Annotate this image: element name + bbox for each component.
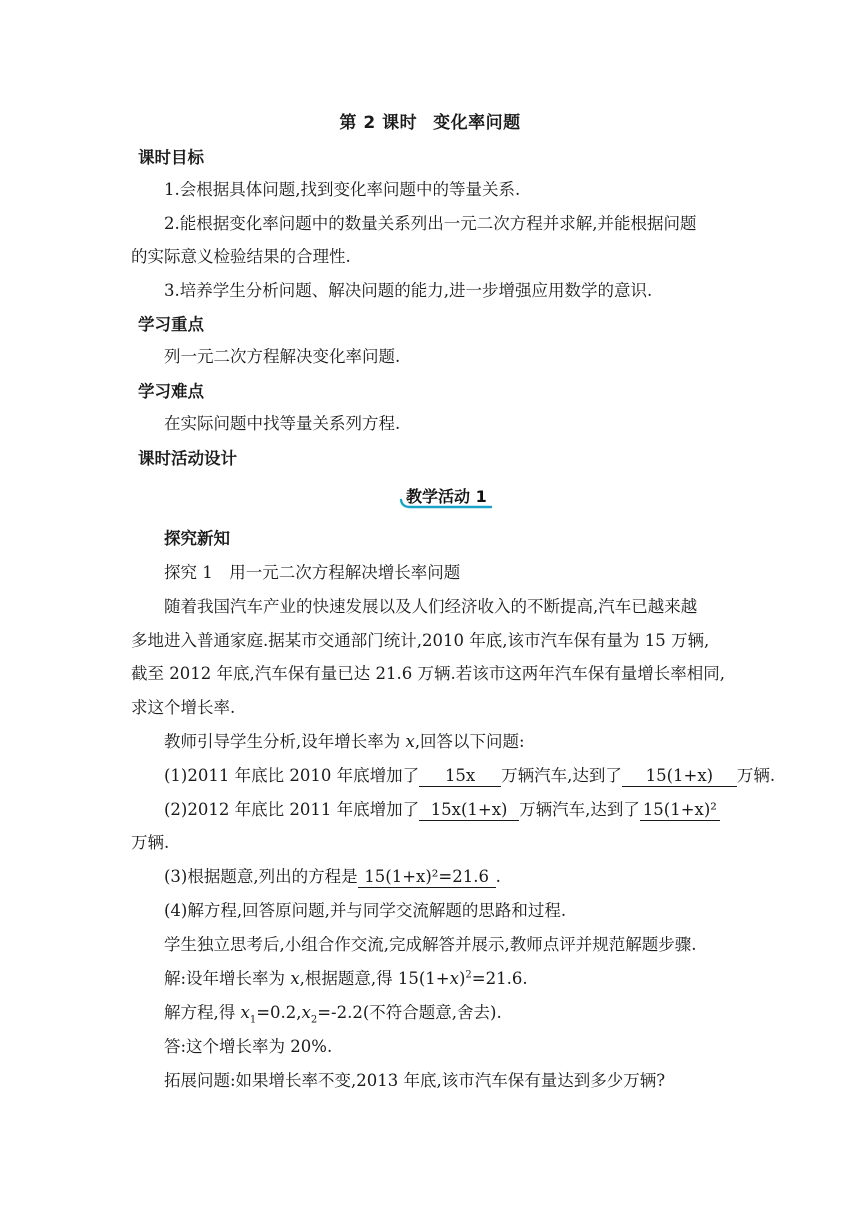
objective-1: 1.会根据具体问题,找到变化率问题中的等量关系. <box>164 180 521 199</box>
page-title <box>0 108 860 133</box>
question-2-tail: 万辆. <box>131 833 170 852</box>
q3-answer: 15(1+x)²=21.6 <box>358 867 496 888</box>
answer-text: 答:这个增长率为 20%. <box>164 1037 333 1056</box>
q1-text-b: 万辆汽车,达到了 <box>501 766 622 785</box>
q2-answer-2: 15(1+x)² <box>640 800 720 821</box>
q1-answer-1: 15x <box>419 766 501 787</box>
solution-text-a: 解:设年增长率为 <box>164 969 291 988</box>
objective-2-line-2: 的实际意义检验结果的合理性. <box>131 247 351 266</box>
question-1 <box>164 764 775 788</box>
objective-3: 3.培养学生分析问题、解决问题的能力,进一步增强应用数学的意识. <box>164 281 653 300</box>
solution-variable-2: x <box>449 969 459 988</box>
key-points-heading: 学习重点 <box>138 315 204 334</box>
problem-line-2: 多地进入普通家庭.据某市交通部门统计,2010 年底,该市汽车保有量为 15 万辆, <box>131 631 710 650</box>
solution-text-d: =21.6. <box>471 969 528 988</box>
problem-line-1: 随着我国汽车产业的快速发展以及人们经济收入的不断提高,汽车已越来越 <box>164 597 698 616</box>
activity-badge-label: 教学活动 1 <box>406 487 487 506</box>
q2-answer-1: 15x(1+x) <box>419 800 519 821</box>
solution-setup: 解:设年增长率为 x,根据题意,得 $15(1+x)^2=21.6$. <box>164 969 528 988</box>
objectives-heading: 课时目标 <box>138 148 204 167</box>
difficulties-heading: 学习难点 <box>138 382 204 401</box>
explore-heading: 探究新知 <box>164 529 230 548</box>
solution-text-b: ,根据题意,得 15(1+ <box>299 969 450 988</box>
q1-text-a: (1)2011 年底比 2010 年底增加了 <box>164 766 420 785</box>
q1-text-c: 万辆. <box>736 766 776 785</box>
q2-text-b: 万辆汽车,达到了 <box>519 800 640 819</box>
guide-suffix: ,回答以下问题: <box>414 732 525 751</box>
explore-1-title: 探究 1 用一元二次方程解决增长率问题 <box>164 563 461 582</box>
q2-text-a: (2)2012 年底比 2011 年底增加了 <box>164 800 420 819</box>
q1-answer-2: 15(1+x) <box>622 766 737 787</box>
lesson-topic: 变化率问题 <box>433 113 521 133</box>
student-activity: 学生独立思考后,小组合作交流,完成解答并展示,教师点评并规范解题步骤. <box>164 935 697 954</box>
question-3 <box>164 865 501 889</box>
difficulties-text: 在实际问题中找等量关系列方程. <box>164 414 401 433</box>
solution-variable: x <box>290 969 300 988</box>
solve-text-b: =0.2, <box>256 1003 302 1022</box>
activity-design-heading: 课时活动设计 <box>138 449 237 468</box>
lesson-number: 第 2 课时 <box>339 113 418 133</box>
objective-2-line-1: 2.能根据变化率问题中的数量关系列出一元二次方程并求解,并能根据问题 <box>164 214 697 233</box>
problem-line-3: 截至 2012 年底,汽车保有量已达 21.6 万辆.若该市这两年汽车保有量增长率相同, <box>131 664 725 683</box>
question-2 <box>164 798 720 822</box>
problem-line-4: 求这个增长率. <box>131 698 236 717</box>
solution-text-c: ) <box>458 969 466 988</box>
guide-variable: x <box>405 732 415 751</box>
guide-prefix: 教师引导学生分析,设年增长率为 <box>164 732 406 751</box>
solution-roots: 解方程,得 $x_1=0.2,x_2=-2.2$(不符合题意,舍去). <box>164 1003 502 1026</box>
q3-text-a: (3)根据题意,列出的方程是 <box>164 867 358 886</box>
key-points-text: 列一元二次方程解决变化率问题. <box>164 347 401 366</box>
activity-badge <box>398 480 493 510</box>
guide-text <box>164 730 525 754</box>
question-4: (4)解方程,回答原问题,并与同学交流解题的思路和过程. <box>164 901 567 920</box>
solve-text-c: =-2.2(不符合题意,舍去). <box>317 1003 502 1022</box>
extension-question: 拓展问题:如果增长率不变,2013 年底,该市汽车保有量达到多少万辆? <box>164 1071 666 1090</box>
q3-text-b: . <box>495 867 501 886</box>
solve-text-a: 解方程,得 <box>164 1003 241 1022</box>
